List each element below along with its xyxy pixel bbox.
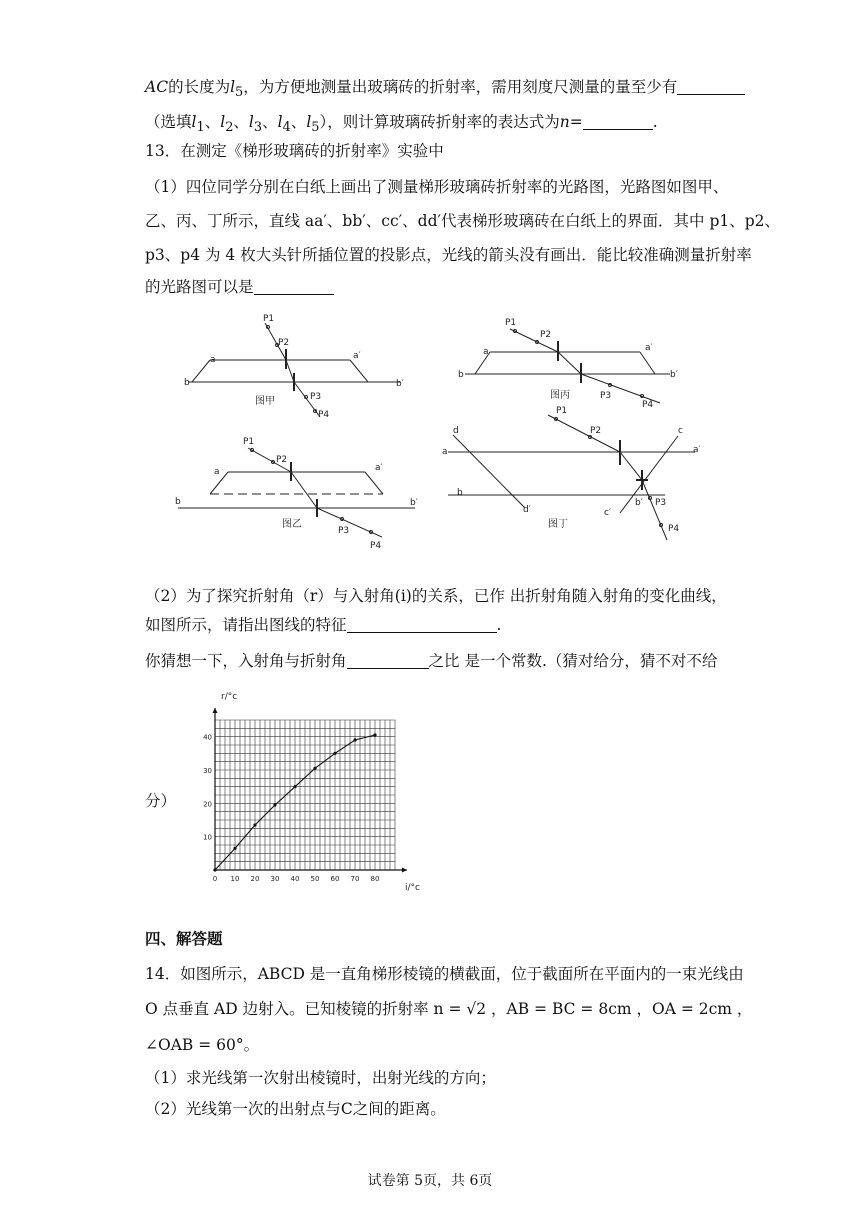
text-line: 你猜想一下，入射角与折射角 之比 是一个常数.（猜对给分，猜不对不给 bbox=[145, 652, 718, 670]
data-point bbox=[253, 823, 256, 826]
svg-text:P2: P2 bbox=[590, 426, 602, 436]
x-tick-label: 60 bbox=[330, 875, 340, 883]
page-footer: 试卷第 5页，共 6页 bbox=[367, 1173, 493, 1189]
svg-text:d: d bbox=[453, 426, 459, 436]
svg-text:P3: P3 bbox=[310, 392, 322, 402]
svg-text:P1: P1 bbox=[243, 437, 255, 447]
svg-text:a′: a′ bbox=[375, 463, 383, 473]
text-line: AC的长度为$l_5$，为方便地测量出玻璃砖的折射率，需用刻度尺测量的量至少有 bbox=[145, 76, 745, 104]
caption-jia: 图甲 bbox=[255, 396, 275, 407]
answer-blank[interactable] bbox=[347, 616, 497, 633]
answer-blank[interactable] bbox=[677, 78, 745, 95]
text-line: p3、p4 为 4 枚大头针所插位置的投影点，光线的箭头没有画出．能比较准确测量折射率 bbox=[145, 246, 752, 264]
data-point bbox=[313, 767, 316, 770]
x-axis-arrow bbox=[402, 868, 407, 873]
x-tick-label: 40 bbox=[290, 875, 300, 883]
refraction-angle-chart bbox=[195, 685, 430, 895]
data-point bbox=[233, 847, 236, 850]
section-title: 四、解答题 bbox=[145, 929, 223, 948]
svg-text:b: b bbox=[458, 370, 464, 380]
text-line: 分） bbox=[145, 792, 177, 810]
text-line: （2）光线第一次的出射点与C之间的距离。 bbox=[145, 1100, 446, 1118]
x-axis-label: i/°c bbox=[405, 883, 420, 893]
chart-ticks bbox=[203, 734, 379, 883]
y-axis-arrow bbox=[213, 708, 218, 713]
svg-text:P2: P2 bbox=[540, 330, 552, 340]
y-tick-label: 20 bbox=[203, 800, 212, 809]
svg-text:a′: a′ bbox=[693, 445, 701, 455]
svg-text:P4: P4 bbox=[668, 524, 680, 534]
svg-text:a: a bbox=[210, 355, 216, 365]
question-title: 13．在测定《梯形玻璃砖的折射率》实验中 bbox=[145, 142, 444, 160]
svg-text:P3: P3 bbox=[655, 498, 667, 508]
svg-text:c′: c′ bbox=[604, 508, 611, 518]
x-tick-label: 10 bbox=[230, 875, 240, 883]
svg-text:P4: P4 bbox=[370, 541, 382, 551]
x-tick-label: 80 bbox=[370, 875, 380, 883]
svg-text:b: b bbox=[175, 497, 181, 507]
text-line: （2）为了探究折射角（r）与入射角(i)的关系，已作 出折射角随入射角的变化曲线， bbox=[145, 587, 727, 605]
svg-text:P2: P2 bbox=[278, 338, 290, 348]
chart-grid bbox=[215, 720, 395, 870]
x-tick-label: 70 bbox=[350, 875, 360, 883]
svg-text:a′: a′ bbox=[353, 351, 361, 361]
svg-text:P1: P1 bbox=[505, 318, 517, 328]
text-line: （1）四位同学分别在白纸上画出了测量梯形玻璃砖折射率的光路图，光路图如图甲、 bbox=[145, 178, 729, 196]
svg-text:P3: P3 bbox=[600, 391, 612, 401]
svg-text:P1: P1 bbox=[263, 314, 275, 324]
data-point bbox=[373, 733, 376, 736]
svg-text:a′: a′ bbox=[645, 343, 653, 353]
svg-text:P4: P4 bbox=[642, 400, 654, 410]
data-point bbox=[293, 785, 296, 788]
y-axis-label: r/°c bbox=[221, 692, 238, 702]
text-line: O 点垂直 AD 边射入。已知棱镜的折射率 n = √2 ，AB = BC = 8cm ，OA = 2cm ， bbox=[145, 1000, 753, 1018]
answer-blank[interactable] bbox=[583, 113, 653, 130]
figure-labels bbox=[175, 314, 701, 551]
x-tick-label: 50 bbox=[310, 875, 320, 883]
y-tick-label: 30 bbox=[203, 767, 212, 775]
x-tick-label: 20 bbox=[250, 875, 260, 883]
answer-blank[interactable] bbox=[254, 278, 334, 295]
svg-text:b: b bbox=[457, 488, 463, 498]
figure-ding bbox=[448, 415, 695, 540]
svg-text:P2: P2 bbox=[276, 455, 288, 465]
svg-text:P4: P4 bbox=[318, 410, 330, 420]
svg-text:b′: b′ bbox=[410, 498, 418, 508]
text-line: 的光路图可以是 bbox=[145, 276, 334, 298]
data-point bbox=[273, 803, 276, 806]
text-line: ∠OAB = 60°。 bbox=[145, 1036, 260, 1054]
y-tick-label: 40 bbox=[203, 733, 212, 742]
figure-jia bbox=[188, 323, 400, 417]
answer-blank[interactable] bbox=[347, 652, 429, 669]
caption-yi: 图乙 bbox=[282, 519, 302, 530]
data-point bbox=[333, 752, 336, 755]
text-line: 乙、丙、丁所示，直线 aa′、bb′、cc′、dd′代表梯形玻璃砖在白纸上的界面．其中 p1、p2、 bbox=[145, 212, 781, 230]
svg-text:b′: b′ bbox=[396, 379, 404, 389]
svg-text:c: c bbox=[678, 426, 683, 436]
svg-text:b′: b′ bbox=[670, 370, 678, 380]
caption-bing: 图丙 bbox=[550, 390, 570, 401]
text-line: （1）求光线第一次射出棱镜时，出射光线的方向； bbox=[145, 1069, 496, 1087]
y-tick-label: 10 bbox=[203, 833, 212, 842]
svg-text:P1: P1 bbox=[556, 406, 568, 416]
x-tick-label: 0 bbox=[212, 875, 218, 883]
svg-text:a: a bbox=[214, 467, 220, 477]
data-point bbox=[353, 738, 356, 741]
text-line: 14．如图所示，ABCD 是一直角梯形棱镜的横截面，位于截面所在平面内的一束光线由 bbox=[145, 965, 744, 983]
text-line: 如图所示，请指出图线的特征 . bbox=[145, 616, 502, 634]
text-line: （选填$l_1$、$l_2$、$l_3$、$l_4$、$l_5$），则计算玻璃砖折射率的表达式为n= . bbox=[145, 113, 658, 136]
caption-ding: 图丁 bbox=[548, 519, 568, 530]
svg-text:a: a bbox=[483, 347, 489, 357]
svg-text:d′: d′ bbox=[523, 505, 531, 515]
svg-text:P3: P3 bbox=[338, 526, 350, 536]
x-tick-label: 30 bbox=[270, 875, 280, 883]
svg-text:b′: b′ bbox=[635, 498, 643, 508]
svg-text:b: b bbox=[184, 378, 190, 388]
light-path-figures bbox=[170, 305, 710, 560]
svg-text:a: a bbox=[442, 447, 448, 457]
data-point bbox=[213, 868, 216, 871]
